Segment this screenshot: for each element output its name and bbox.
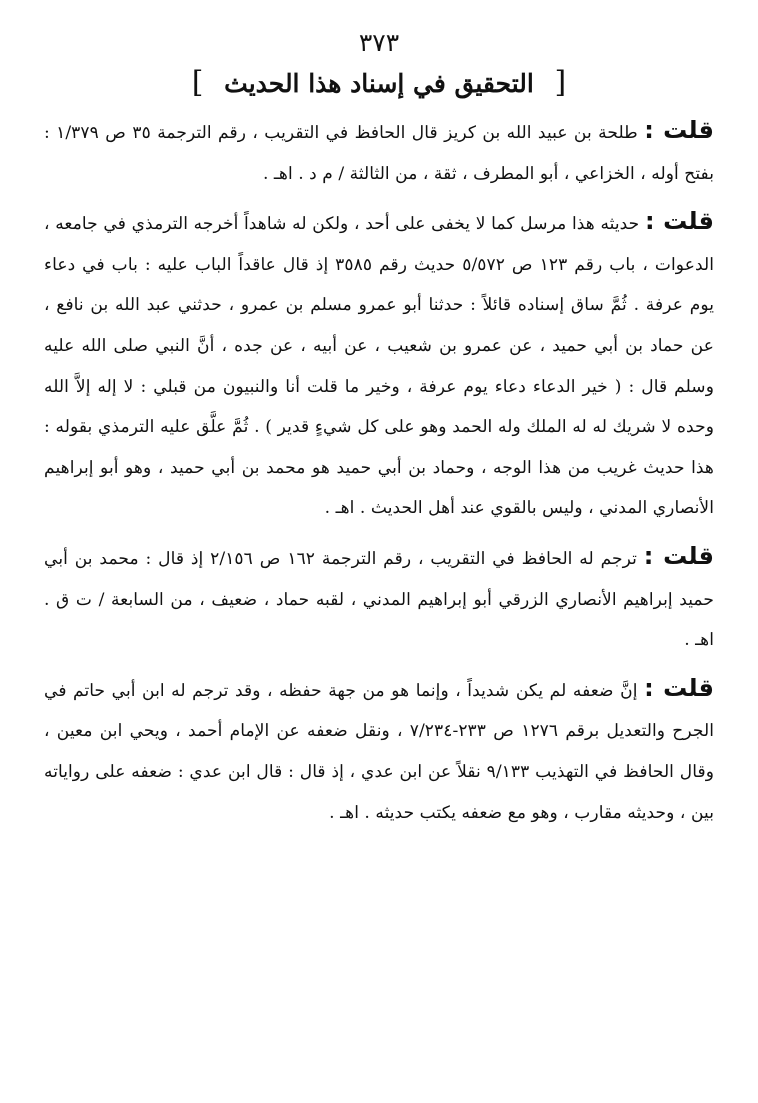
paragraph-4 [44,668,714,833]
paragraph-text: طلحة بن عبيد الله بن كريز قال الحافظ في التقريب ، رقم الترجمة ٣٥ ص ١/٣٧٩ : بفتح أوله ، الخزاعي ، أبو المطرف ، ثقة ، من الثالثة / م د . اهـ . [44,123,714,184]
paragraph-text: ترجم له الحافظ في التقريب ، رقم الترجمة ١٦٢ ص ٢/١٥٦ إذ قال : محمد بن أبي حميد إبراهيم الأنصاري الزرقي أبو إبراهيم المدني ، لقبه حماد ، ضعيف ، من السابعة / ت ق . اهـ . [44,548,714,651]
paragraph-text: إنَّ ضعفه لم يكن شديداً ، وإنما هو من جهة حفظه ، وقد ترجم له ابن أبي حاتم في الجرح والتعديل برقم ١٢٧٦ ص ٢٣٣-٧/٢٣٤ ، ونقل ضعفه عن الإمام أحمد ، ويحي ابن معين ، وقال الحافظ في التهذيب ٩/١٣٣ نقلاً عن ابن عدي ، إذ قال : قال ابن عدي : ضعفه على رواياته بين ، وحديثه مقارب ، وهو مع ضعفه يكتب حديثه . اهـ . [44,680,714,823]
qultu-label: قلت : [644,207,714,236]
paragraph-1 [44,110,714,194]
qultu-label: قلت : [643,541,715,570]
paragraph-3 [44,536,714,661]
paragraph-2 [44,201,714,529]
heading-title: التحقيق في إسناد هذا الحديث [224,69,534,98]
section-heading [44,65,714,100]
qultu-label: قلت : [644,116,714,144]
heading-close-bracket: ] [191,65,204,100]
page-number: ٣٧٣ [358,28,400,57]
heading-open-bracket: [ [554,65,567,100]
qultu-label: قلت : [644,673,714,702]
paragraph-text: حديثه هذا مرسل كما لا يخفى على أحد ، ولكن له شاهداً أخرجه الترمذي في جامعه ، الدعوات ، باب رقم ١٢٣ ص ٥/٥٧٢ حديث رقم ٣٥٨٥ إذ قال عاقداً الباب عليه : باب في دعاء يوم عرفة . ثُمَّ ساق إسناده قائلاً : حدثنا أبو عمرو مسلم بن عمرو ، حدثني عبد الله بن نافع ، عن حماد بن أبي حميد ، عن عمرو بن شعيب ، عن أبيه ، عن جده ، أنَّ النبي صلى الله عليه وسلم قال : ( خير الدعاء دعاء يوم عرفة ، وخير ما قلت أنا والنبيون من قبلي : لا إله إلاَّ الله وحده لا شريك له له الملك وله الحمد وهو على كل شيءٍ قدير ) . ثُمَّ علَّق عليه الترمذي بقوله : هذا حديث غريب من هذا الوجه ، وحماد بن أبي حميد هو محمد بن أبي حميد ، وهو أبو إبراهيم الأنصاري المدني ، وليس بالقوي عند أهل الحديث . اهـ . [44,214,714,519]
